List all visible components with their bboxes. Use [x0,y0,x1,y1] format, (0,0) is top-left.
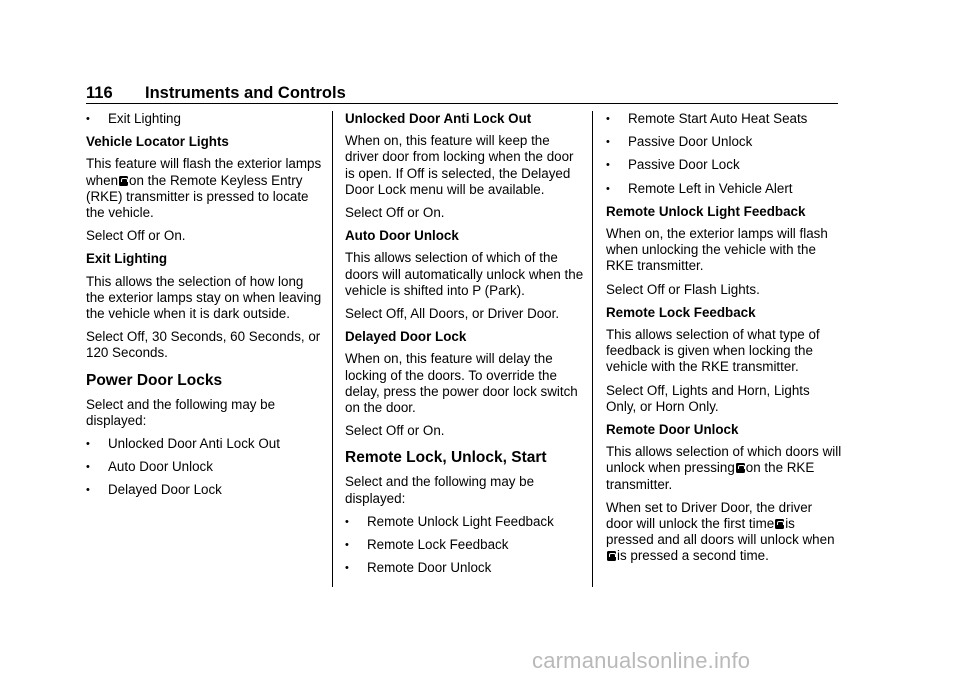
list-item: • Remote Left in Vehicle Alert [606,181,842,197]
column-1 [86,111,324,506]
heading-vehicle-locator: Vehicle Locator Lights [86,134,229,150]
column-divider [592,111,593,587]
list-item: • Remote Door Unlock [345,560,585,576]
text: on the Remote Keyless Entry (RKE) transmitter is pressed to locate the vehicle. [86,172,309,221]
column-2 [345,111,585,583]
text: is pressed a second time. [617,548,769,564]
paragraph [86,156,324,221]
paragraph: Select Off or On. [345,423,445,439]
paragraph: This allows the selection of how long the exterior lamps stay on when leaving the vehicle when it is dark outside. [86,273,322,322]
heading-unlocked-anti-lock-out: Unlocked Door Anti Lock Out [345,111,532,126]
paragraph: Select Off or On. [86,228,186,244]
text: on the RKE transmitter. [606,460,815,492]
list-item: • Delayed Door Lock [86,482,324,498]
list-item: • Passive Door Unlock [606,134,842,150]
paragraph: Select Off, 30 Seconds, 60 Seconds, or 120 Seconds. [86,329,321,361]
list-item: • Passive Door Lock [606,157,842,173]
rke-unlock-icon [119,176,128,186]
paragraph: Select Off or On. [345,205,445,221]
paragraph: When on, the exterior lamps will flash when unlocking the vehicle with the RKE transmitter. [606,226,828,274]
heading-remote-lock-feedback: Remote Lock Feedback [606,304,756,320]
paragraph [606,500,842,565]
text: When set to Driver Door, the driver door will unlock the first time [606,499,813,532]
column-3 [606,111,842,572]
paragraph: When on, this feature will delay the locking of the doors. To override the delay, press the power door lock switch on the door. [345,351,578,416]
column-divider [332,111,333,587]
watermark: carmanualsonline.info [532,648,751,673]
paragraph: Select and the following may be displayed: [345,474,535,506]
heading-remote-unlock-light-feedback: Remote Unlock Light Feedback [606,203,806,219]
chapter-title: Instruments and Controls [145,84,346,102]
paragraph: This allows selection of which of the doors will automatically unlock when the vehicle is shifted into P (Park). [345,250,584,298]
list-item: • Auto Door Unlock [86,459,324,475]
paragraph [606,444,842,493]
rke-unlock-icon [607,551,616,561]
text: This allows selection of which doors will unlock when pressing [606,444,842,476]
section-title-power-door-locks: Power Door Locks [86,371,223,389]
section-title-remote: Remote Lock, Unlock, Start [345,449,547,467]
paragraph: Select Off, Lights and Horn, Lights Only, or Horn Only. [606,382,810,414]
page-number: 116 [86,84,113,102]
heading-delayed-door-lock: Delayed Door Lock [345,329,467,345]
page-header [86,84,838,104]
paragraph: Select Off, All Doors, or Driver Door. [345,306,560,322]
list-item: • Remote Lock Feedback [345,537,585,553]
text: This feature will flash the exterior lamps when [86,156,322,188]
paragraph: Select and the following may be displayed: [86,396,276,428]
paragraph: This allows selection of what type of feedback is given when locking the vehicle with the RKE transmitter. [606,327,820,375]
paragraph: Select Off or Flash Lights. [606,281,760,297]
rke-unlock-icon [736,463,745,473]
text: is pressed and all doors will unlock when [606,516,835,548]
heading-remote-door-unlock: Remote Door Unlock [606,422,739,438]
heading-exit-lighting: Exit Lighting [86,251,168,267]
heading-auto-door-unlock: Auto Door Unlock [345,228,459,244]
list-item: • Unlocked Door Anti Lock Out [86,436,324,452]
list-item: • Remote Unlock Light Feedback [345,514,585,530]
rke-unlock-icon [775,519,784,529]
paragraph: When on, this feature will keep the driver door from locking when the door is open. If Off is selected, the Delayed Door Lock menu will be available. [345,133,574,197]
list-item: • Remote Start Auto Heat Seats [606,111,842,127]
list-item: • Exit Lighting [86,111,324,127]
